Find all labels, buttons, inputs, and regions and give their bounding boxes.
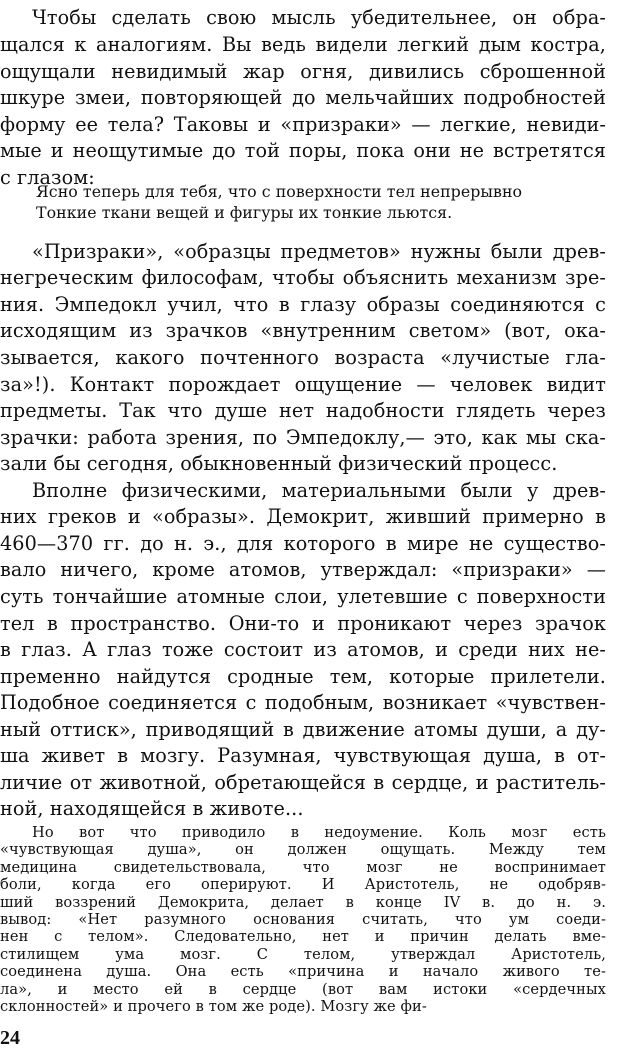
text-line: 460—370 гг. до н. э., для которого в мире не существо- (0, 532, 606, 555)
text-line: предметы. Так что душе нет надобности глядеть через (0, 399, 606, 422)
quote-line: Ясно теперь для тебя, что с поверхности тел непрерывно (36, 182, 523, 201)
text-line: ша живет в мозгу. Разумная, чувствующая душа, в от- (0, 744, 606, 767)
text-line: щался к аналогиям. Вы ведь видели легкий дым костра, (0, 33, 606, 56)
text-line: тел в пространство. Они-то и проникают через зрачок (0, 612, 606, 635)
text-line: шкуре змеи, повторяющей до мельчайших подробностей (0, 86, 606, 109)
text-line: вало ничего, кроме атомов, утверждал: «призраки» — (0, 558, 606, 581)
text-line: стилищем ума мозг. С телом, утверждал Аристотель, (0, 945, 606, 963)
text-line: ния. Эмпедокл учил, что в глазу образы соединяются с (0, 293, 606, 316)
text-line: Чтобы сделать свою мысль убедительнее, он обра- (32, 6, 606, 29)
text-line: медицина свидетельствовала, что мозг не воспринимает (0, 858, 606, 876)
quote-line: Тонкие ткани вещей и фигуры их тонкие льются. (36, 203, 453, 222)
text-line: с глазом: (0, 166, 95, 189)
text-line: мые и неощутимые до той поры, пока они не встретятся (0, 139, 606, 162)
text-line: зрачки: работа зрения, по Эмпедоклу,— это, как мы ска- (0, 426, 606, 449)
text-line: соединена душа. Она есть «причина и начало живого те- (0, 963, 606, 981)
text-line: «чувствующая душа», он должен ощущать. Между тем (0, 841, 606, 859)
text-line: ный оттиск», приводящий в движение атомы души, а ду- (0, 718, 606, 741)
text-line: пременно найдутся сродные тем, которые прилетели. (0, 665, 606, 688)
text-line: Но вот что приводило в недоумение. Коль мозг есть (32, 824, 606, 841)
text-line: «Призраки», «образцы предметов» нужны были древ- (32, 240, 606, 263)
text-line: Вполне физическими, материальными были у древ- (32, 479, 606, 502)
text-line: нен с телом». Следовательно, нет и причин делать вме- (0, 928, 606, 946)
text-line: Подобное соединяется с подобным, возникает «чувствен- (0, 691, 606, 714)
text-line: склонностей» и прочего в том же роде). Мозгу же фи- (0, 998, 427, 1015)
page-number: 24 (0, 1027, 20, 1049)
text-line: зывается, какого почтенного возраста «лучистые гла- (0, 346, 606, 369)
text-line: боли, когда его оперируют. И Аристотель, не одобряв- (0, 876, 606, 894)
text-line: за»!). Контакт порождает ощущение — человек видит (0, 373, 606, 396)
text-line: исходящим из зрачков «внутренним светом» (вот, ока- (0, 319, 606, 342)
text-line: них греков и «образы». Демокрит, живший примерно в (0, 505, 606, 528)
text-line: суть тончайшие атомные слои, улетевшие с поверхности (0, 585, 606, 608)
text-line: личие от животной, обретающейся в сердце, и раститель- (0, 771, 606, 794)
text-line: вывод: «Нет разумного основания считать, что ум соеди- (0, 911, 606, 928)
text-line: негреческим философам, чтобы объяснить механизм зре- (0, 266, 606, 289)
text-line: в глаз. А глаз тоже состоит из атомов, и среди них не- (0, 638, 606, 661)
text-line: ла», и место ей в сердце (вот вам истоки «сердечных (0, 980, 606, 998)
text-line: зали бы сегодня, обыкновенный физический процесс. (0, 452, 558, 475)
text-line: форму ее тела? Таковы и «призраки» — легкие, невиди- (0, 113, 606, 136)
text-line: ощущали невидимый жар огня, дивились сброшенной (0, 60, 606, 83)
text-line: ший воззрений Демокрита, делает в конце IV в. до н. э. (0, 893, 606, 911)
text-line: ной, находящейся в животе... (0, 797, 304, 820)
